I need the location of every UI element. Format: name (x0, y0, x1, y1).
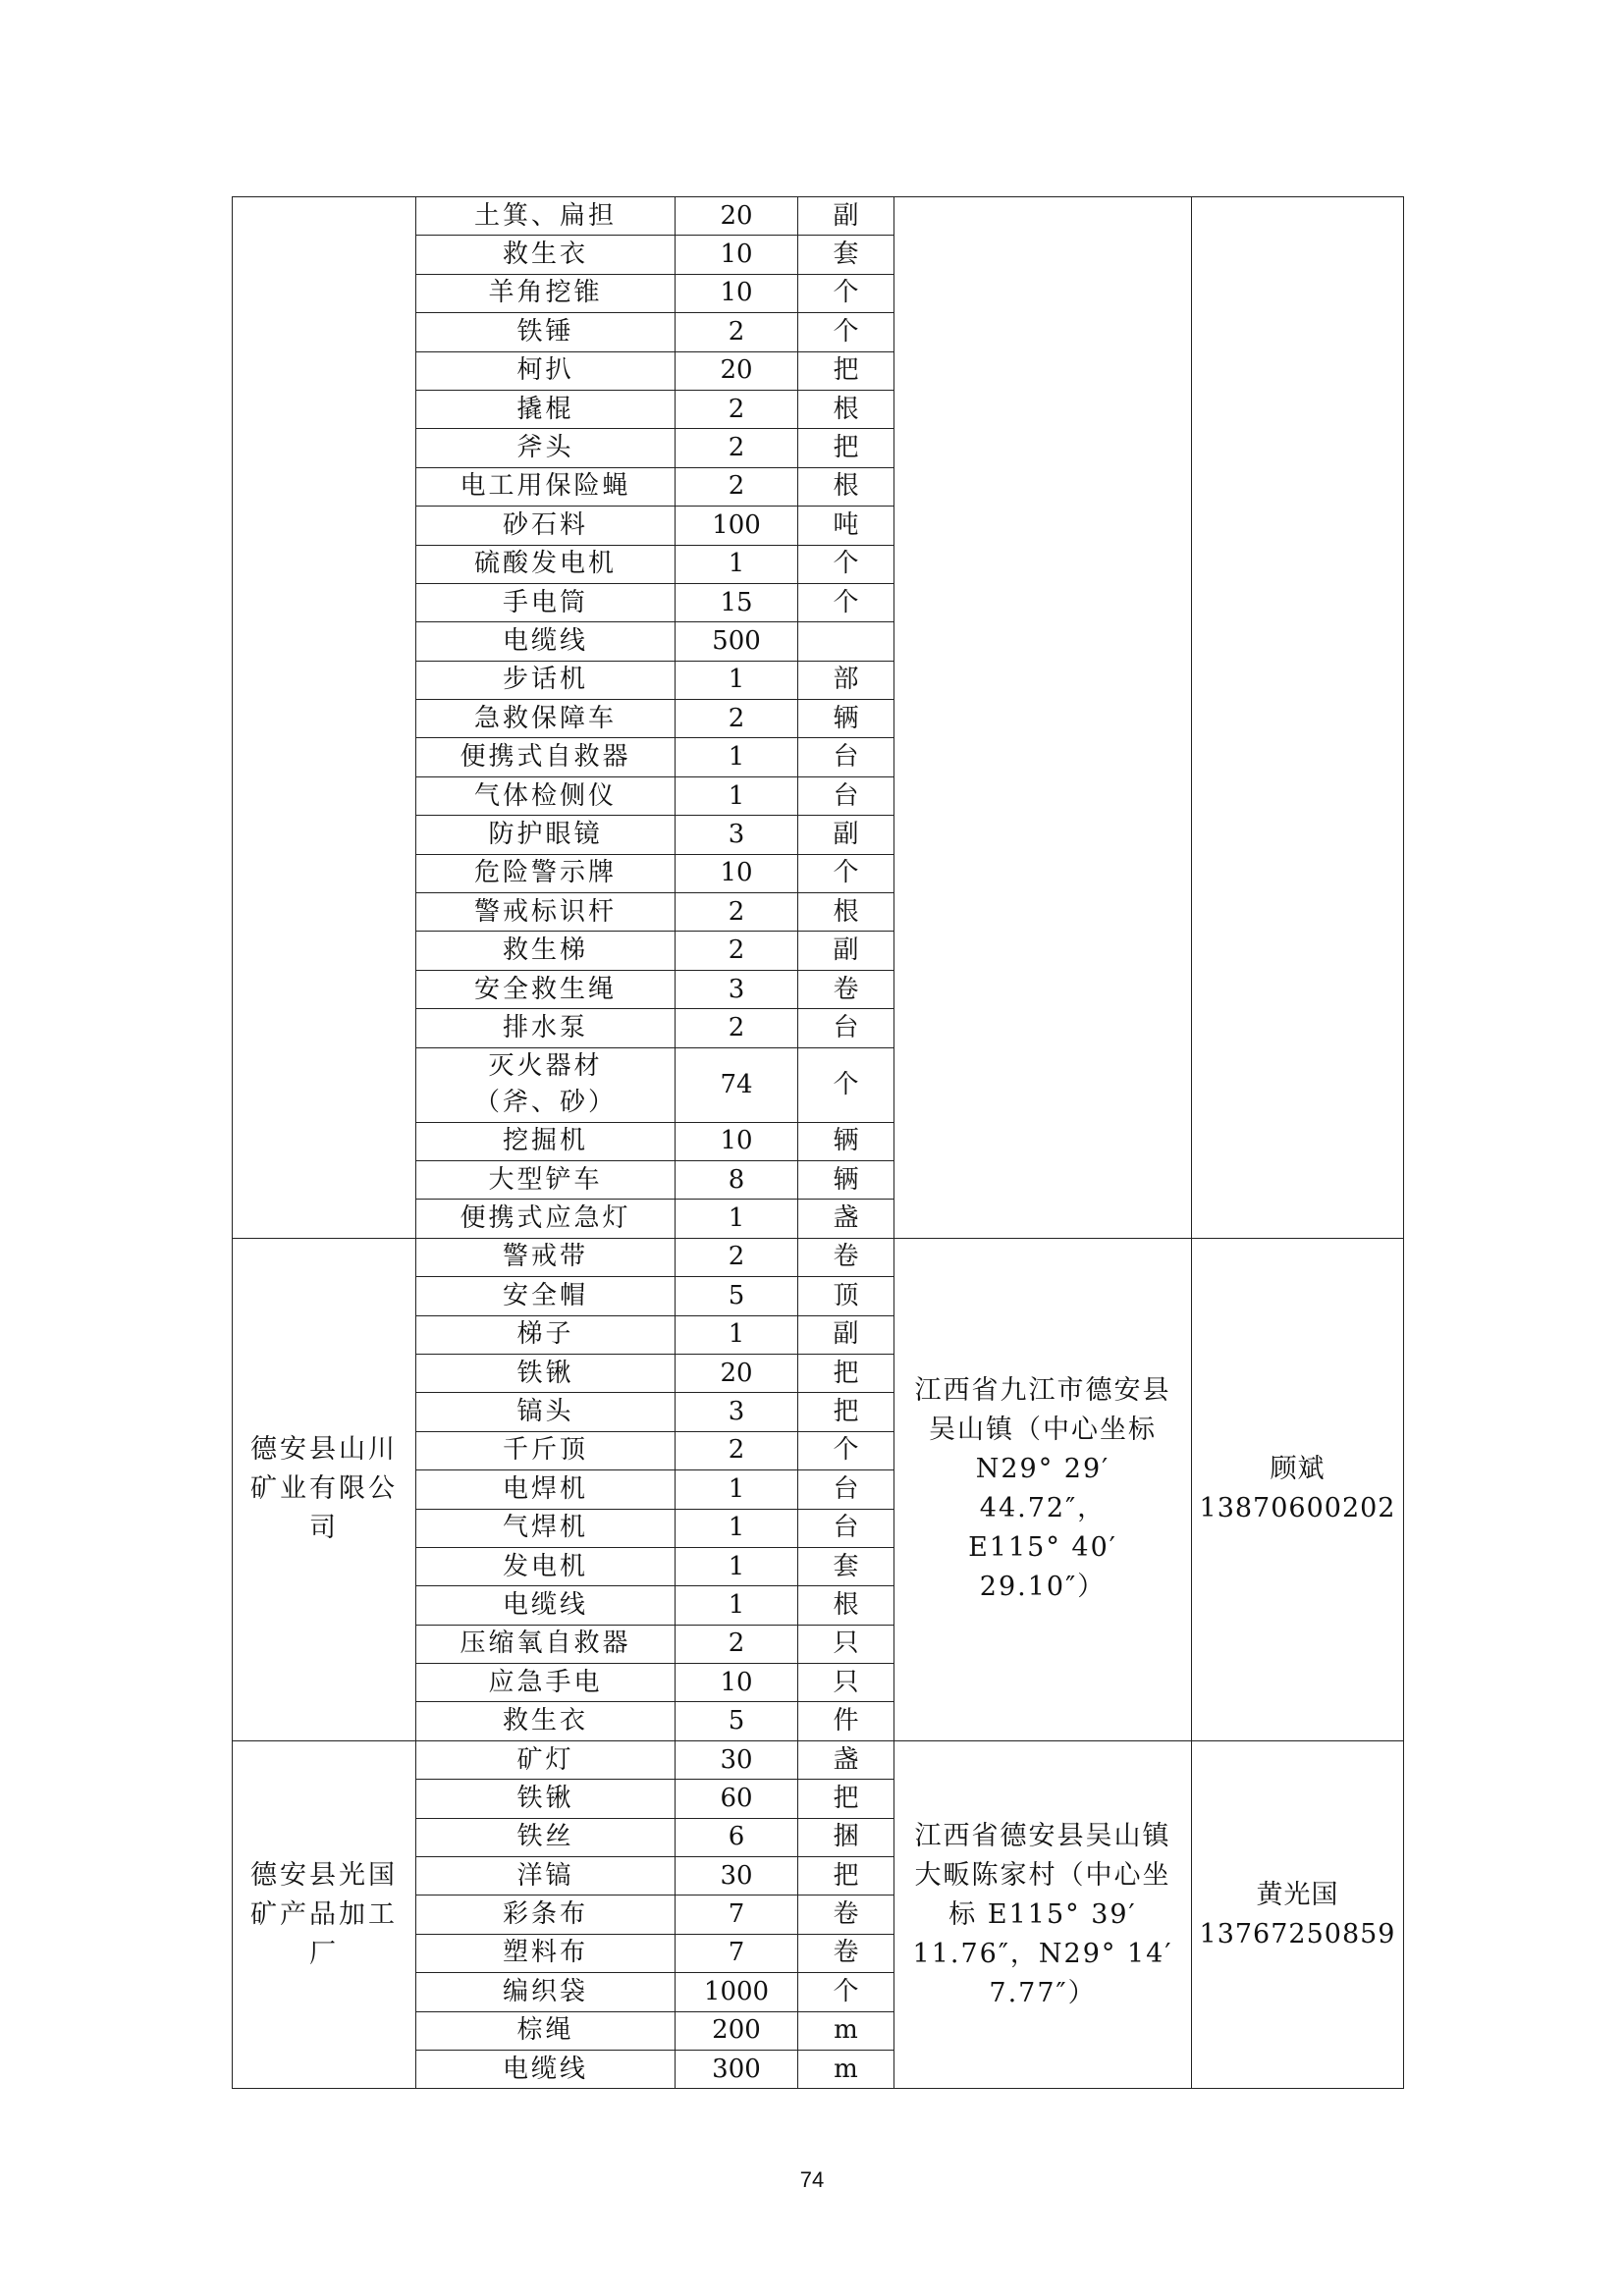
item-unit-cell: 只 (798, 1625, 894, 1663)
item-unit-cell: 个 (798, 313, 894, 351)
item-name-cell: 电缆线 (416, 622, 676, 661)
item-qty-cell: 8 (676, 1160, 798, 1199)
item-qty-cell: 10 (676, 1122, 798, 1160)
item-qty-cell: 200 (676, 2011, 798, 2050)
item-qty-cell: 2 (676, 932, 798, 970)
item-unit-cell: 个 (798, 1973, 894, 2011)
item-qty-cell: 1 (676, 738, 798, 776)
address-line: 标 E115° 39′ (948, 1898, 1137, 1930)
address-line: 江西省九江市德安县 (914, 1375, 1171, 1407)
item-qty-cell: 1 (676, 1509, 798, 1547)
item-name-cell: 土箕、扁担 (416, 197, 676, 236)
item-unit-cell: 把 (798, 351, 894, 390)
item-name-cell: 千斤顶 (416, 1431, 676, 1469)
item-qty-cell: 500 (676, 622, 798, 661)
item-name-cell: 编织袋 (416, 1973, 676, 2011)
item-name-cell: 救生梯 (416, 932, 676, 970)
address-cell (894, 1238, 1192, 1740)
item-name-cell: 大型铲车 (416, 1160, 676, 1199)
item-unit-cell: 根 (798, 467, 894, 506)
item-name-cell: 气体检侧仪 (416, 776, 676, 815)
item-qty-cell: 2 (676, 1238, 798, 1276)
item-name-cell: 警戒标识杆 (416, 893, 676, 932)
company-name-line: 德安县山川 (250, 1434, 398, 1466)
item-name-cell: 警戒带 (416, 1238, 676, 1276)
item-name-cell: 便携式自救器 (416, 738, 676, 776)
item-unit-cell: m (798, 2011, 894, 2050)
item-qty-cell: 30 (676, 1857, 798, 1896)
item-name-cell: 挖掘机 (416, 1122, 676, 1160)
item-qty-cell: 1 (676, 1547, 798, 1585)
item-unit-cell: 辆 (798, 1122, 894, 1160)
item-qty-cell: 2 (676, 390, 798, 428)
item-qty-cell: 2 (676, 313, 798, 351)
item-name-cell: 硫酸发电机 (416, 545, 676, 583)
item-qty-cell: 1 (676, 545, 798, 583)
table-body (233, 197, 1404, 2089)
item-qty-cell: 1 (676, 661, 798, 699)
item-name-cell: 排水泵 (416, 1009, 676, 1047)
item-name-cell: 砂石料 (416, 507, 676, 545)
item-qty-cell: 10 (676, 1664, 798, 1702)
item-name-cell: 危险警示牌 (416, 854, 676, 892)
item-qty-cell: 300 (676, 2050, 798, 2088)
item-name-cell: 彩条布 (416, 1896, 676, 1934)
item-qty-cell: 1000 (676, 1973, 798, 2011)
item-unit-cell: 把 (798, 1393, 894, 1431)
item-qty-cell: 2 (676, 700, 798, 738)
item-name-line: 灭火器材 (488, 1051, 603, 1082)
item-name-cell: 压缩氧自救器 (416, 1625, 676, 1663)
item-unit-cell: 副 (798, 1315, 894, 1354)
item-name-cell: 电缆线 (416, 1586, 676, 1625)
item-unit-cell: 辆 (798, 1160, 894, 1199)
item-qty-cell: 2 (676, 1431, 798, 1469)
item-name-cell: 电焊机 (416, 1470, 676, 1509)
item-name-cell: 铁丝 (416, 1818, 676, 1856)
item-unit-cell: 盏 (798, 1740, 894, 1779)
address-line: N29° 29′ 44.72″， (975, 1454, 1110, 1524)
item-qty-cell: 2 (676, 429, 798, 467)
item-name-cell: 急救保障车 (416, 700, 676, 738)
contact-phone: 13870600202 (1199, 1493, 1396, 1524)
item-qty-cell: 20 (676, 197, 798, 236)
item-name-cell: 羊角挖锥 (416, 274, 676, 312)
company-name-line: 矿产品加工 (250, 1898, 398, 1930)
item-name-cell: 矿灯 (416, 1740, 676, 1779)
item-unit-cell: 套 (798, 236, 894, 274)
item-qty-cell: 1 (676, 1200, 798, 1238)
item-unit-cell: 副 (798, 197, 894, 236)
item-unit-cell: 根 (798, 1586, 894, 1625)
item-name-cell: 棕绳 (416, 2011, 676, 2050)
item-qty-cell: 7 (676, 1934, 798, 1972)
item-name-cell: 镐头 (416, 1393, 676, 1431)
item-unit-cell: 吨 (798, 507, 894, 545)
item-name-cell: 电工用保险蝇 (416, 467, 676, 506)
item-name-cell: 发电机 (416, 1547, 676, 1585)
item-unit-cell (798, 622, 894, 661)
item-name-cell: 铁锹 (416, 1780, 676, 1818)
item-name-cell: 撬棍 (416, 390, 676, 428)
item-qty-cell: 30 (676, 1740, 798, 1779)
item-name-cell (416, 1047, 676, 1122)
table-row (233, 1238, 1404, 1276)
address-cell (894, 197, 1192, 1239)
address-line: 7.77″） (989, 1977, 1097, 2008)
page-number: 74 (799, 2167, 825, 2192)
contact-name: 顾斌 (1270, 1454, 1326, 1485)
address-line: E115° 40′ 29.10″） (968, 1532, 1117, 1603)
item-qty-cell: 7 (676, 1896, 798, 1934)
item-qty-cell: 2 (676, 1009, 798, 1047)
item-name-cell: 塑料布 (416, 1934, 676, 1972)
item-name-cell: 便携式应急灯 (416, 1200, 676, 1238)
contact-phone: 13767250859 (1199, 1918, 1396, 1949)
item-unit-cell: m (798, 2050, 894, 2088)
item-name-cell: 柯扒 (416, 351, 676, 390)
company-cell (233, 1238, 416, 1740)
item-unit-cell: 个 (798, 545, 894, 583)
item-unit-cell: 台 (798, 738, 894, 776)
company-cell (233, 197, 416, 1239)
item-name-cell: 梯子 (416, 1315, 676, 1354)
company-cell (233, 1740, 416, 2089)
item-unit-cell: 副 (798, 932, 894, 970)
item-name-cell: 铁锤 (416, 313, 676, 351)
item-unit-cell: 台 (798, 1470, 894, 1509)
item-name-cell: 安全救生绳 (416, 970, 676, 1008)
item-name-cell: 斧头 (416, 429, 676, 467)
item-qty-cell: 74 (676, 1047, 798, 1122)
item-qty-cell: 1 (676, 776, 798, 815)
item-name-cell: 防护眼镜 (416, 816, 676, 854)
company-name-line: 矿业有限公 (250, 1473, 398, 1505)
item-name-cell: 救生衣 (416, 1702, 676, 1740)
item-name-cell: 步话机 (416, 661, 676, 699)
contact-cell (1192, 197, 1404, 1239)
address-line: 大畈陈家村（中心坐 (914, 1859, 1171, 1891)
item-qty-cell: 10 (676, 854, 798, 892)
item-unit-cell: 台 (798, 1509, 894, 1547)
item-unit-cell: 根 (798, 893, 894, 932)
item-qty-cell: 10 (676, 274, 798, 312)
item-name-line: （斧、砂） (473, 1088, 617, 1118)
contact-cell (1192, 1238, 1404, 1740)
emergency-supplies-table (232, 196, 1404, 2089)
item-qty-cell: 15 (676, 583, 798, 621)
item-qty-cell: 3 (676, 816, 798, 854)
item-unit-cell: 台 (798, 1009, 894, 1047)
item-qty-cell: 10 (676, 236, 798, 274)
item-unit-cell: 部 (798, 661, 894, 699)
address-line: 吴山镇（中心坐标 (929, 1415, 1157, 1446)
item-unit-cell: 把 (798, 1780, 894, 1818)
item-name-cell: 洋镐 (416, 1857, 676, 1896)
item-unit-cell: 台 (798, 776, 894, 815)
contact-name: 黄光国 (1256, 1879, 1339, 1910)
item-unit-cell: 个 (798, 274, 894, 312)
item-qty-cell: 1 (676, 1470, 798, 1509)
item-qty-cell: 6 (676, 1818, 798, 1856)
item-name-cell: 救生衣 (416, 236, 676, 274)
item-qty-cell: 1 (676, 1586, 798, 1625)
item-unit-cell: 盏 (798, 1200, 894, 1238)
item-unit-cell: 卷 (798, 970, 894, 1008)
contact-cell (1192, 1740, 1404, 2089)
company-name-line: 厂 (309, 1938, 339, 1969)
item-qty-cell: 2 (676, 893, 798, 932)
item-name-cell: 气焊机 (416, 1509, 676, 1547)
item-name-cell: 安全帽 (416, 1277, 676, 1315)
item-qty-cell: 60 (676, 1780, 798, 1818)
item-qty-cell: 100 (676, 507, 798, 545)
item-unit-cell: 把 (798, 1857, 894, 1896)
company-name-line: 德安县光国 (250, 1859, 398, 1891)
item-unit-cell: 副 (798, 816, 894, 854)
item-unit-cell: 顶 (798, 1277, 894, 1315)
table-row (233, 197, 1404, 236)
item-unit-cell: 只 (798, 1664, 894, 1702)
item-unit-cell: 根 (798, 390, 894, 428)
item-qty-cell: 5 (676, 1702, 798, 1740)
item-unit-cell: 辆 (798, 700, 894, 738)
item-name-cell: 电缆线 (416, 2050, 676, 2088)
item-unit-cell: 捆 (798, 1818, 894, 1856)
item-unit-cell: 个 (798, 1047, 894, 1122)
item-qty-cell: 20 (676, 351, 798, 390)
item-unit-cell: 卷 (798, 1238, 894, 1276)
item-qty-cell: 20 (676, 1354, 798, 1392)
table-row (233, 1740, 1404, 1779)
item-unit-cell: 把 (798, 429, 894, 467)
item-name-cell: 应急手电 (416, 1664, 676, 1702)
item-unit-cell: 件 (798, 1702, 894, 1740)
item-qty-cell: 5 (676, 1277, 798, 1315)
item-qty-cell: 3 (676, 1393, 798, 1431)
item-qty-cell: 2 (676, 1625, 798, 1663)
item-unit-cell: 个 (798, 1431, 894, 1469)
company-name-line: 司 (309, 1513, 339, 1544)
item-unit-cell: 套 (798, 1547, 894, 1585)
item-unit-cell: 个 (798, 583, 894, 621)
address-cell (894, 1740, 1192, 2089)
item-qty-cell: 1 (676, 1315, 798, 1354)
item-name-cell: 铁锹 (416, 1354, 676, 1392)
item-unit-cell: 卷 (798, 1896, 894, 1934)
item-name-cell: 手电筒 (416, 583, 676, 621)
item-unit-cell: 把 (798, 1354, 894, 1392)
item-unit-cell: 个 (798, 854, 894, 892)
address-line: 江西省德安县吴山镇 (914, 1820, 1171, 1851)
address-line: 11.76″，N29° 14′ (912, 1938, 1173, 1969)
item-qty-cell: 3 (676, 970, 798, 1008)
item-unit-cell: 卷 (798, 1934, 894, 1972)
item-qty-cell: 2 (676, 467, 798, 506)
